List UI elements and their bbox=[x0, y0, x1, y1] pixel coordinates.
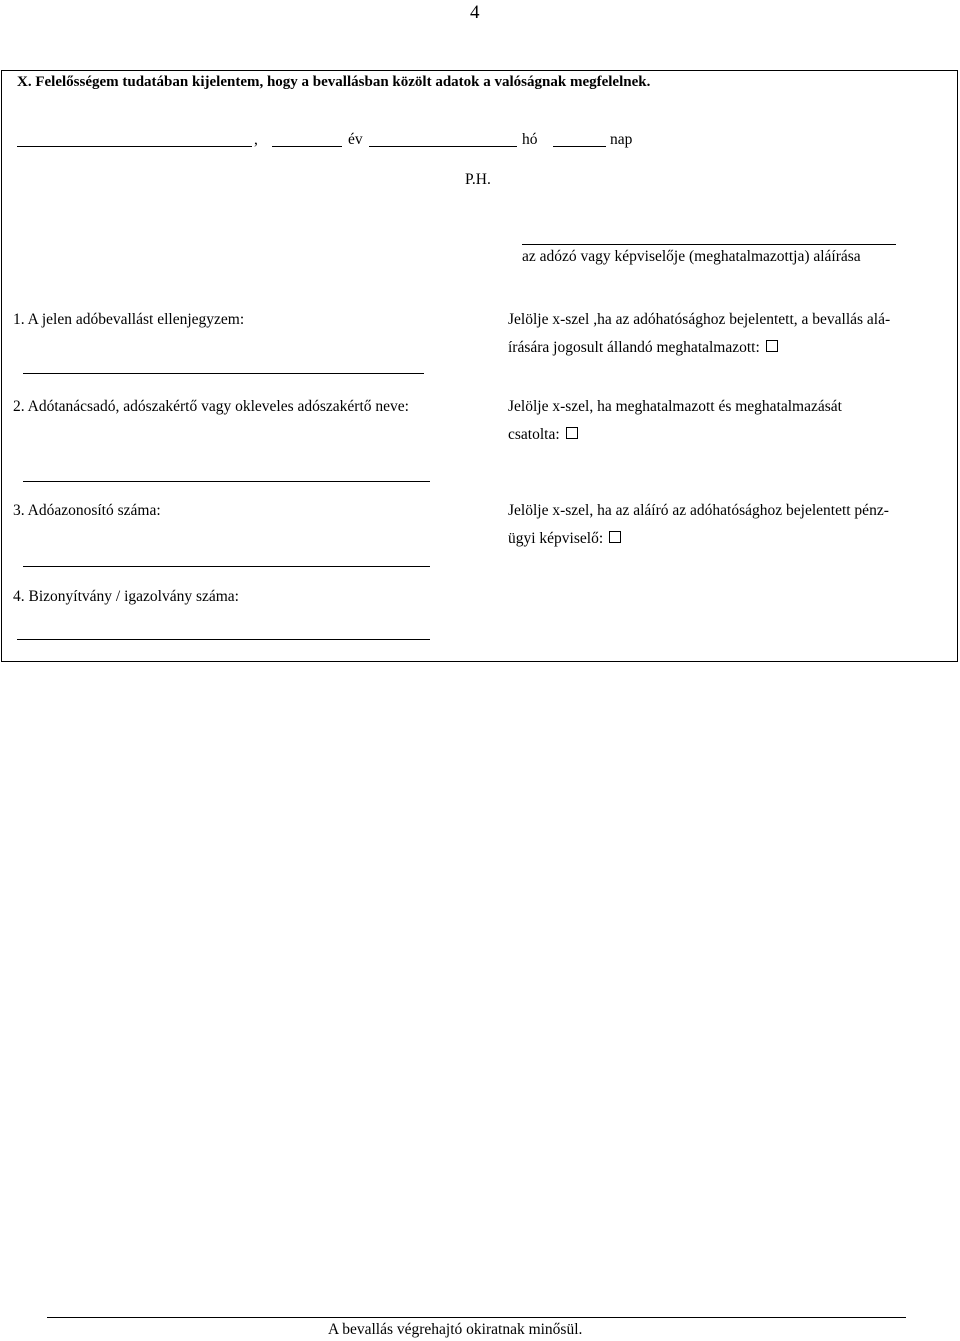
item3-field-line[interactable] bbox=[23, 566, 430, 567]
item1-checkbox[interactable] bbox=[766, 340, 778, 352]
signature-label: az adózó vagy képviselője (meghatalmazottja) aláírása bbox=[522, 248, 861, 265]
day-label: nap bbox=[610, 131, 633, 148]
declaration-heading: X. Felelősségem tudatában kijelentem, hogy a bevallásban közölt adatok a valóságnak megfelelnek. bbox=[17, 74, 651, 90]
date-comma: , bbox=[254, 131, 258, 148]
item4-label: 4. Bizonyítvány / igazolvány száma: bbox=[13, 588, 239, 605]
item1-label: 1. A jelen adóbevallást ellenjegyzem: bbox=[13, 311, 245, 328]
footer-rule bbox=[47, 1317, 906, 1318]
item3-note-line2: ügyi képviselő: bbox=[508, 530, 604, 547]
item4-field-line[interactable] bbox=[17, 639, 430, 640]
item2-checkbox[interactable] bbox=[566, 427, 578, 439]
item2-note-line1: Jelölje x-szel, ha meghatalmazott és meghatalmazását bbox=[508, 398, 842, 415]
declaration-frame bbox=[1, 70, 958, 662]
stamp-label: P.H. bbox=[465, 171, 491, 188]
item3-note bbox=[508, 530, 621, 548]
item2-field-line[interactable] bbox=[23, 481, 430, 482]
year-label: év bbox=[348, 131, 363, 148]
item3-checkbox[interactable] bbox=[609, 531, 621, 543]
item3-label: 3. Adóazonosító száma: bbox=[13, 502, 161, 519]
signature-line[interactable] bbox=[522, 244, 896, 245]
item2-label: 2. Adótanácsadó, adószakértő vagy okleveles adószakértő neve: bbox=[13, 398, 409, 415]
item1-note-line1: Jelölje x-szel ,ha az adóhatósághoz bejelentett, a bevallás alá- bbox=[508, 311, 891, 328]
page-number: 4 bbox=[470, 2, 480, 23]
year-field-line[interactable] bbox=[272, 146, 342, 147]
item1-note bbox=[508, 339, 778, 357]
item1-field-line[interactable] bbox=[23, 373, 424, 374]
day-field-line[interactable] bbox=[553, 146, 606, 147]
month-label: hó bbox=[522, 131, 538, 148]
month-field-line[interactable] bbox=[369, 146, 517, 147]
footer-note: A bevallás végrehajtó okiratnak minősül. bbox=[328, 1321, 583, 1338]
item2-note bbox=[508, 426, 578, 444]
item2-note-line2: csatolta: bbox=[508, 426, 560, 443]
place-field-line[interactable] bbox=[17, 146, 252, 147]
item1-note-line2: írására jogosult állandó meghatalmazott: bbox=[508, 339, 760, 356]
item3-note-line1: Jelölje x-szel, ha az aláíró az adóhatósághoz bejelentett pénz- bbox=[508, 502, 889, 519]
